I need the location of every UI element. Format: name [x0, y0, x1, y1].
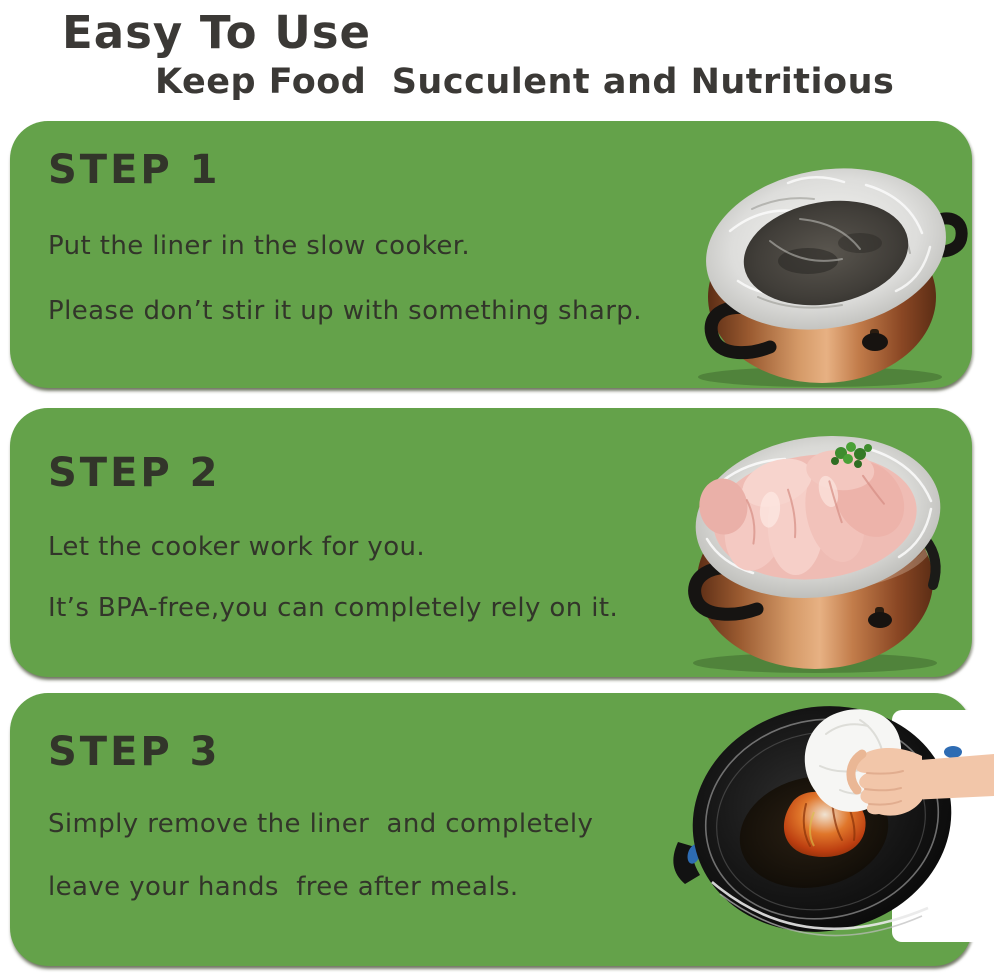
- photo-hand-removing-liner: [664, 694, 994, 966]
- photo-slow-cooker-with-chicken: [663, 421, 965, 677]
- step-3-line-2: leave your hands free after meals.: [48, 872, 519, 902]
- step-3-line-1: Simply remove the liner and completely: [48, 809, 594, 839]
- step-1-label: STEP 1: [48, 147, 221, 193]
- photo-slow-cooker-with-liner: [668, 149, 968, 389]
- step-2-line-1: Let the cooker work for you.: [48, 532, 426, 562]
- step-2-line-2: It’s BPA-free,you can completely rely on it.: [48, 593, 619, 623]
- step-1-line-2: Please don’t stir it up with something sharp.: [48, 296, 642, 326]
- step-1-line-1: Put the liner in the slow cooker.: [48, 231, 471, 261]
- page-title: Easy To Use: [62, 6, 372, 59]
- page-subtitle: Keep Food Succulent and Nutritious: [155, 62, 895, 102]
- step-2-label: STEP 2: [48, 450, 221, 496]
- step-3-label: STEP 3: [48, 729, 221, 775]
